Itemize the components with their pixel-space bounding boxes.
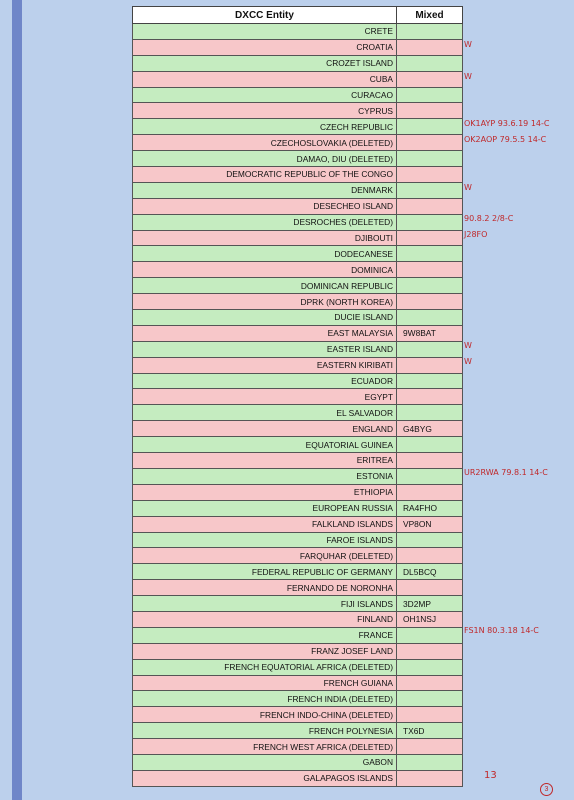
table-row: [133, 453, 463, 469]
mixed-cell: [397, 468, 463, 484]
table-row: [133, 437, 463, 453]
handwritten-note: OK1AYP 93.6.19 14-C: [464, 119, 550, 129]
header-entity: DXCC Entity: [133, 7, 397, 24]
table-row: [133, 341, 463, 357]
table-row: [133, 421, 463, 437]
entity-cell: DAMAO, DIU (DELETED): [133, 151, 397, 167]
mixed-cell: 3D2MP: [397, 596, 463, 612]
table-row: [133, 611, 463, 627]
binding-stripe: [12, 0, 22, 800]
mixed-cell: [397, 246, 463, 262]
entity-cell: FRENCH EQUATORIAL AFRICA (DELETED): [133, 659, 397, 675]
table-row: [133, 643, 463, 659]
entity-cell: FINLAND: [133, 611, 397, 627]
mixed-cell: [397, 39, 463, 55]
table-row: [133, 580, 463, 596]
table-row: [133, 39, 463, 55]
table-row: [133, 262, 463, 278]
entity-cell: CRETE: [133, 24, 397, 40]
mixed-cell: [397, 548, 463, 564]
mixed-cell: [397, 707, 463, 723]
table-row: [133, 468, 463, 484]
mixed-cell: [397, 151, 463, 167]
table-row: [133, 55, 463, 71]
table-row: [133, 405, 463, 421]
mixed-cell: [397, 341, 463, 357]
entity-cell: DODECANESE: [133, 246, 397, 262]
entity-cell: CZECHOSLOVAKIA (DELETED): [133, 135, 397, 151]
table-row: [133, 707, 463, 723]
entity-cell: EASTER ISLAND: [133, 341, 397, 357]
mixed-cell: [397, 310, 463, 326]
mixed-cell: [397, 659, 463, 675]
entity-cell: FRANZ JOSEF LAND: [133, 643, 397, 659]
table-row: [133, 198, 463, 214]
page-number: 3: [540, 783, 553, 796]
handwritten-note: W: [464, 356, 472, 366]
table-row: [133, 564, 463, 580]
mixed-cell: [397, 55, 463, 71]
table-row: [133, 119, 463, 135]
entity-cell: FRANCE: [133, 627, 397, 643]
mixed-cell: [397, 437, 463, 453]
table-row: [133, 770, 463, 786]
entity-cell: CURACAO: [133, 87, 397, 103]
entity-cell: FRENCH WEST AFRICA (DELETED): [133, 739, 397, 755]
mixed-cell: [397, 643, 463, 659]
table-row: [133, 214, 463, 230]
table-row: [133, 739, 463, 755]
handwritten-note: W: [464, 71, 472, 81]
entity-cell: CROATIA: [133, 39, 397, 55]
table-row: [133, 103, 463, 119]
entity-cell: DESECHEO ISLAND: [133, 198, 397, 214]
mixed-cell: [397, 627, 463, 643]
entity-cell: FARQUHAR (DELETED): [133, 548, 397, 564]
mixed-cell: [397, 739, 463, 755]
table-row: [133, 167, 463, 183]
dxcc-table-container: [132, 6, 462, 787]
table-row: [133, 389, 463, 405]
handwritten-note: W: [464, 39, 472, 49]
entity-cell: ESTONIA: [133, 468, 397, 484]
table-row: [133, 675, 463, 691]
entity-cell: DPRK (NORTH KOREA): [133, 294, 397, 310]
mixed-cell: [397, 532, 463, 548]
handwritten-note: J28FO: [464, 230, 488, 240]
mixed-cell: [397, 484, 463, 500]
mixed-cell: [397, 24, 463, 40]
handwritten-note: W: [464, 341, 472, 350]
entity-cell: CYPRUS: [133, 103, 397, 119]
mixed-cell: [397, 294, 463, 310]
table-row: [133, 278, 463, 294]
mixed-cell: [397, 262, 463, 278]
entity-cell: DOMINICA: [133, 262, 397, 278]
table-row: [133, 659, 463, 675]
mixed-cell: [397, 167, 463, 183]
entity-cell: FIJI ISLANDS: [133, 596, 397, 612]
entity-cell: FRENCH INDO-CHINA (DELETED): [133, 707, 397, 723]
table-row: [133, 532, 463, 548]
handwritten-note: UR2RWA 79.8.1 14-C: [464, 467, 548, 477]
entity-cell: ETHIOPIA: [133, 484, 397, 500]
entity-cell: FAROE ISLANDS: [133, 532, 397, 548]
table-row: [133, 230, 463, 246]
entity-cell: DENMARK: [133, 182, 397, 198]
entity-cell: EASTERN KIRIBATI: [133, 357, 397, 373]
handwritten-note: 90.8.2 2/8-C: [464, 214, 514, 224]
table-row: [133, 373, 463, 389]
entity-cell: GALAPAGOS ISLANDS: [133, 770, 397, 786]
mixed-cell: [397, 770, 463, 786]
entity-cell: EGYPT: [133, 389, 397, 405]
dxcc-table: [132, 6, 463, 787]
mixed-cell: 9W8BAT: [397, 325, 463, 341]
entity-cell: FRENCH GUIANA: [133, 675, 397, 691]
table-row: [133, 310, 463, 326]
table-row: [133, 484, 463, 500]
table-header-row: [133, 7, 463, 24]
entity-cell: EQUATORIAL GUINEA: [133, 437, 397, 453]
mixed-cell: [397, 357, 463, 373]
mixed-cell: [397, 675, 463, 691]
mixed-cell: OH1NSJ: [397, 611, 463, 627]
mixed-cell: DL5BCQ: [397, 564, 463, 580]
entity-cell: DEMOCRATIC REPUBLIC OF THE CONGO: [133, 167, 397, 183]
table-row: [133, 548, 463, 564]
mixed-cell: [397, 278, 463, 294]
mixed-cell: [397, 453, 463, 469]
mixed-cell: [397, 71, 463, 87]
entity-cell: CUBA: [133, 71, 397, 87]
entity-cell: ERITREA: [133, 453, 397, 469]
entity-cell: FERNANDO DE NORONHA: [133, 580, 397, 596]
table-row: [133, 500, 463, 516]
handwritten-note: W: [464, 182, 472, 192]
mixed-cell: TX6D: [397, 723, 463, 739]
table-row: [133, 325, 463, 341]
table-row: [133, 627, 463, 643]
handwritten-note: OK2AOP 79.5.5 14-C: [464, 134, 547, 144]
mixed-cell: [397, 103, 463, 119]
entity-cell: FALKLAND ISLANDS: [133, 516, 397, 532]
mixed-cell: [397, 389, 463, 405]
entity-cell: FEDERAL REPUBLIC OF GERMANY: [133, 564, 397, 580]
table-row: [133, 596, 463, 612]
table-row: [133, 135, 463, 151]
handwritten-tally: 13: [484, 770, 497, 781]
table-row: [133, 71, 463, 87]
table-row: [133, 516, 463, 532]
mixed-cell: [397, 373, 463, 389]
entity-cell: GABON: [133, 754, 397, 770]
handwritten-note: FS1N 80.3.18 14-C: [464, 626, 539, 636]
table-row: [133, 294, 463, 310]
mixed-cell: [397, 691, 463, 707]
entity-cell: DJIBOUTI: [133, 230, 397, 246]
mixed-cell: [397, 135, 463, 151]
entity-cell: CROZET ISLAND: [133, 55, 397, 71]
entity-cell: CZECH REPUBLIC: [133, 119, 397, 135]
mixed-cell: [397, 405, 463, 421]
mixed-cell: [397, 230, 463, 246]
mixed-cell: [397, 182, 463, 198]
mixed-cell: [397, 580, 463, 596]
entity-cell: ECUADOR: [133, 373, 397, 389]
table-row: [133, 691, 463, 707]
entity-cell: FRENCH POLYNESIA: [133, 723, 397, 739]
entity-cell: EL SALVADOR: [133, 405, 397, 421]
entity-cell: EAST MALAYSIA: [133, 325, 397, 341]
table-row: [133, 151, 463, 167]
mixed-cell: G4BYG: [397, 421, 463, 437]
entity-cell: ENGLAND: [133, 421, 397, 437]
table-row: [133, 723, 463, 739]
mixed-cell: [397, 119, 463, 135]
mixed-cell: [397, 214, 463, 230]
table-body: [133, 24, 463, 787]
mixed-cell: RA4FHO: [397, 500, 463, 516]
entity-cell: DUCIE ISLAND: [133, 310, 397, 326]
entity-cell: DOMINICAN REPUBLIC: [133, 278, 397, 294]
table-row: [133, 87, 463, 103]
mixed-cell: [397, 754, 463, 770]
mixed-cell: [397, 198, 463, 214]
table-row: [133, 357, 463, 373]
table-row: [133, 24, 463, 40]
mixed-cell: VP8ON: [397, 516, 463, 532]
header-mixed: Mixed: [397, 7, 463, 24]
entity-cell: DESROCHES (DELETED): [133, 214, 397, 230]
table-row: [133, 182, 463, 198]
table-row: [133, 246, 463, 262]
table-row: [133, 754, 463, 770]
entity-cell: FRENCH INDIA (DELETED): [133, 691, 397, 707]
mixed-cell: [397, 87, 463, 103]
entity-cell: EUROPEAN RUSSIA: [133, 500, 397, 516]
